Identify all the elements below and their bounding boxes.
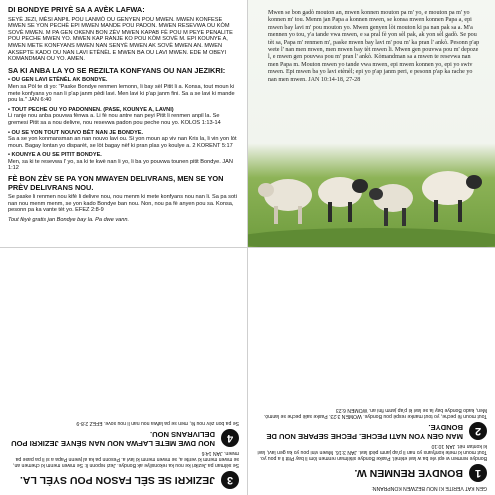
point-4-title: NOU DWE METE LAFWA NOU NAN SÈNYE JEZIKRI POU DELIVRANS NOU. xyxy=(11,430,215,448)
points-3-4-panel xyxy=(0,248,247,495)
result-item-title: • KOUNYE A OU SE PITIT BONDYE. xyxy=(8,152,102,159)
cover-panel xyxy=(248,0,495,247)
result-item-title: • TOUT PECHE OU YO PADONNEN. (PASE, KOUNYE A, LAVNI) xyxy=(8,106,174,113)
scripture-verse: Mwen se bon gadò mouton an, mwen konnen mouton pa m' yo, e mouton pa m' yo konnen m' tou. Menm jan Papa a konnen mwen, se konsa mwen konnen Papa a, epi mwen bay lavi m' pou mouton yo. Mwen genyen lòt mouton ki pa nan pak sa a. M'a mennen yo tou, y'a tande vwa mwen, e sa pral fè yon sèl pak, ak yon sèl gadò. Se pou tèt sa, Papa m' renmen m', paske mwen bay lavi m' pou m' ka pran l' ankò. Pesonn p'ap wete l' nan men mwen, men mwen bay tèt mwen li. Mwen gen pouvwa pou m' depoze l, e mwen gen pouvwa pou m' pran l' ankò. Kòmandman sa a mwen te resevwa nan men Papa m. Mouton mwen yo tande vwa mwen, epi mwen konnen yo, epi yo swiv mwen. Epi mwen ba yo lavi etènèl; epi yo p'ap janm peri, e pesonn p'ap ka rache yo nan men mwen. JAN 10:14-18, 27-28 xyxy=(268,10,480,83)
sheep-3 xyxy=(369,184,413,226)
prayer-heading: DI BONDYE PRIYÈ SA A AVÈK LAFWA: xyxy=(8,5,145,14)
result-item-text: Li ranje nou anba pouvwa fènwa a. Li fè nou antre nan peyi Pitit li renmen anpil la. Se gremesi Pitit sa a nou delivre, nou resevwa padon pou peche nou yo. KOLOS 1:13-14 xyxy=(8,113,221,126)
point-4-text: Se pa bon zèv nou fè, men se pa lafwa nou nan li nou sove. EFEZ 2:8-9 xyxy=(76,420,239,426)
point-2-text: Tout moun fè peche, yo tout manke respè pou Bondye. WOMEN 3:23. Paske salè peche se lanmò. Men, kado Bondye bay la se lavi ki p'ap janm fini an. WOMEN 6:23 xyxy=(263,407,487,419)
point-1-title: BONDYE RENMEN W. xyxy=(354,467,463,480)
result-item-title: • OU SE YON TOUT NOUVO BÈT NAN JE BONDYE. xyxy=(8,129,144,136)
prayer-panel xyxy=(0,0,247,247)
point-1-number: 1 xyxy=(469,464,487,482)
result-item-text: Men sa Pòl te di yo: "Paske Bondye renmen lemonn, li bay sèl Pitit li a. Konsa, tout moun ki mete konfyans yo nan li p'ap janm pèdi lavi. Men lavi ki p'ap janm fini. Sa a se lavi ki mande pou la." JAN 6:40 xyxy=(8,83,235,104)
point-4-header xyxy=(8,429,239,447)
point-3-number: 3 xyxy=(221,471,239,489)
point-2-header xyxy=(256,422,487,440)
point-1-header xyxy=(256,464,487,482)
points-1-2-panel xyxy=(248,248,495,495)
point-3-header xyxy=(8,471,239,489)
point-2-number: 2 xyxy=(469,422,487,440)
free-tract-note: Tout fèyè gratis jan Bondye bay la. Pa dwe vann. xyxy=(8,217,130,224)
result-item-title: • OU GEN LAVI ETÈNÈL AK BONDYE. xyxy=(8,77,108,84)
sheep-1 xyxy=(258,179,312,224)
good-works-heading: FÈ BON ZÈV SE PA YON MWAYEN DELIVRANS, MEN SE YON PRÈV DELIVRANS NOU. xyxy=(8,174,224,192)
result-item-text: Men, sa ki te resevwa l' yo, sa ki te kwè nan li yo, li ba yo pouvwa tounen pitit Bondye. JAN 1:12 xyxy=(8,158,233,172)
sheep-illustration xyxy=(248,140,495,247)
point-2-title: MAN GEN YON NATI PECHE. PECHE SEPARE NOU DE BONDYE. xyxy=(266,423,463,441)
four-truths-heading: GEN KAT VERITE KI NOU BEZWEN KONPRANN: xyxy=(371,485,487,491)
point-4-number: 4 xyxy=(221,429,239,447)
prayer-text: SEYÈ JEZI, MÈSI ANPIL POU LANMÒ OU GENYEN POU MWEN. MWEN KONFESE MWEN SE YON PECHÈ EPI MWEN MANDE POU PADON. MWEN RESEVWA OU KÒM SOVÈ MWEN. M PA GEN OKENN BON ZÈV MWEN KAPAB FÈ POU M PEYE PENALITE POU PECHE MWEN YO. MWEN KAP RANJE KO POU KÒM SOVÈ M. EPI KOUNYE A, MWEN METE KONFYANS MWEN NAN SENYÈ MWEN AK SOVÈ MWEN AN. MWEN AKSEPTE KADO OU NAN LAVI ETÈNÈL E MWEN BA OU LAVI MWEN. EDE M OBEYI KOMANDMAN OU YO. AMEN. xyxy=(8,16,233,63)
sheep-4 xyxy=(422,171,482,222)
sheep-2 xyxy=(318,177,368,222)
point-1-text: Bondye renmen w epi vle ba w lavi etènèl. Paske Bondye sitèlman renmen lòm li bay Pitit li a pou yo. Tout moun ki mete konfyans yo nan li p'ap janm pèdi lavi. JAN 3:16. Mwen vini pou yo ka gen lavi, lavi ki kontan nèt. JAN 10:10 xyxy=(257,443,487,461)
result-item-text: Sa a se yon konmansman an nan nouvo lavi ou. Si yon moun ap viv nan Kris la, li vin yon lòt moun. Bagay lontan yo disparèt, se lòt bagay nèf ki pran plas yo koulye a. 2 KORENT 5:17 xyxy=(8,136,237,149)
point-3-title: JEZIKRI SE SÈL FASON POU SYÈL LA. xyxy=(19,474,215,487)
good-works-text: Se paske li renmen nou kifè li delivre nou, nou menm ki mete konfyans nou nan li. Sa pa soti nan nou menm menm, se yon kado Bondye ban nou. Non, nou pa fè anyen pou sa. Konsa, pesonn pa ka vante tèt yo. EFEZ 2:8-9 xyxy=(8,194,237,214)
results-heading: SA KI ANBA LA YO SE REZILTA KONFYANS OU NAN JEZIKRI: xyxy=(8,65,226,75)
sheep-photo xyxy=(248,0,495,247)
point-3-text: Se sèlman pa Jezikri ke nou ka rekonsilye ak Bondye. Jezi reponn li: Se mwen menm ki chemen an, se mwen menm ki verite a, se mwen menm ki lavi a. Pesonn pa ka al jwenn Papa a si li pa pase pa mwen. JAN 14:6 xyxy=(13,450,239,468)
